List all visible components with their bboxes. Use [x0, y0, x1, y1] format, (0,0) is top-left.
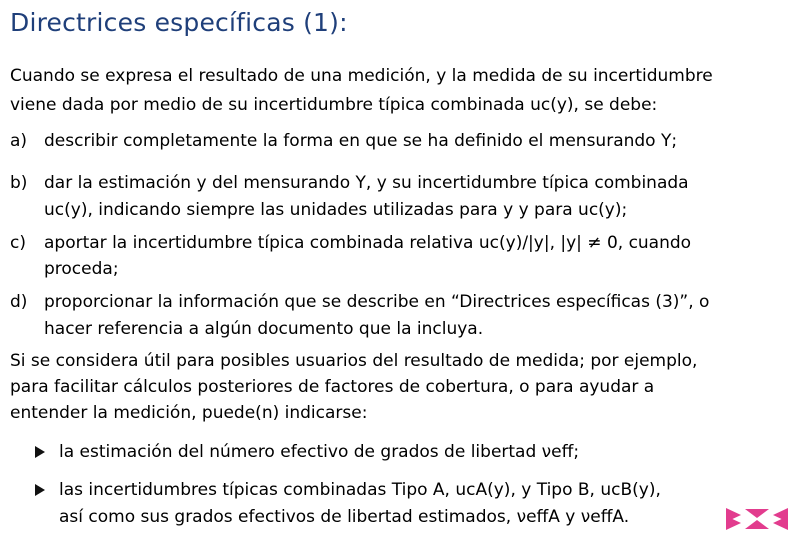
list-item-label: d): [10, 292, 28, 312]
bullet-text: las incertidumbres típicas combinadas Tipo A, ucA(y), y Tipo B, ucB(y),: [59, 480, 661, 500]
list-item-text: proceda;: [44, 259, 119, 279]
list-item-text: uc(y), indicando siempre las unidades utilizadas para y y para uc(y);: [44, 200, 628, 220]
closing-line-2: para facilitar cálculos posteriores de factores de cobertura, o para ayudar a: [10, 377, 655, 397]
list-item-text: aportar la incertidumbre típica combinada relativa uc(y)/|y|, |y| ≠ 0, cuando: [44, 233, 692, 253]
list-item-text: describir completamente la forma en que se ha definido el mensurando Y;: [44, 131, 678, 151]
list-item-text: proporcionar la información que se describe en “Directrices específicas (3)”, o: [44, 292, 710, 312]
university-logo-icon: [724, 505, 790, 533]
list-item-label: b): [10, 173, 28, 193]
list-item-text: hacer referencia a algún documento que la incluya.: [44, 319, 484, 339]
intro-line-2: viene dada por medio de su incertidumbre típica combinada uc(y), se debe:: [10, 95, 658, 115]
intro-line-1: Cuando se expresa el resultado de una medición, y la medida de su incertidumbre: [10, 66, 713, 86]
closing-line-3: entender la medición, puede(n) indicarse:: [10, 403, 368, 423]
bullet-text: la estimación del número efectivo de grados de libertad νeff;: [59, 442, 580, 462]
list-item-label: a): [10, 131, 28, 151]
bullet-triangle-icon: [35, 446, 45, 458]
slide-title: Directrices específicas (1):: [10, 8, 348, 37]
closing-line-1: Si se considera útil para posibles usuarios del resultado de medida; por ejemplo,: [10, 351, 698, 371]
bullet-text: así como sus grados efectivos de libertad estimados, νeffA y νeffA.: [59, 507, 630, 527]
bullet-triangle-icon: [35, 484, 45, 496]
list-item-label: c): [10, 233, 26, 253]
list-item-text: dar la estimación y del mensurando Y, y su incertidumbre típica combinada: [44, 173, 689, 193]
